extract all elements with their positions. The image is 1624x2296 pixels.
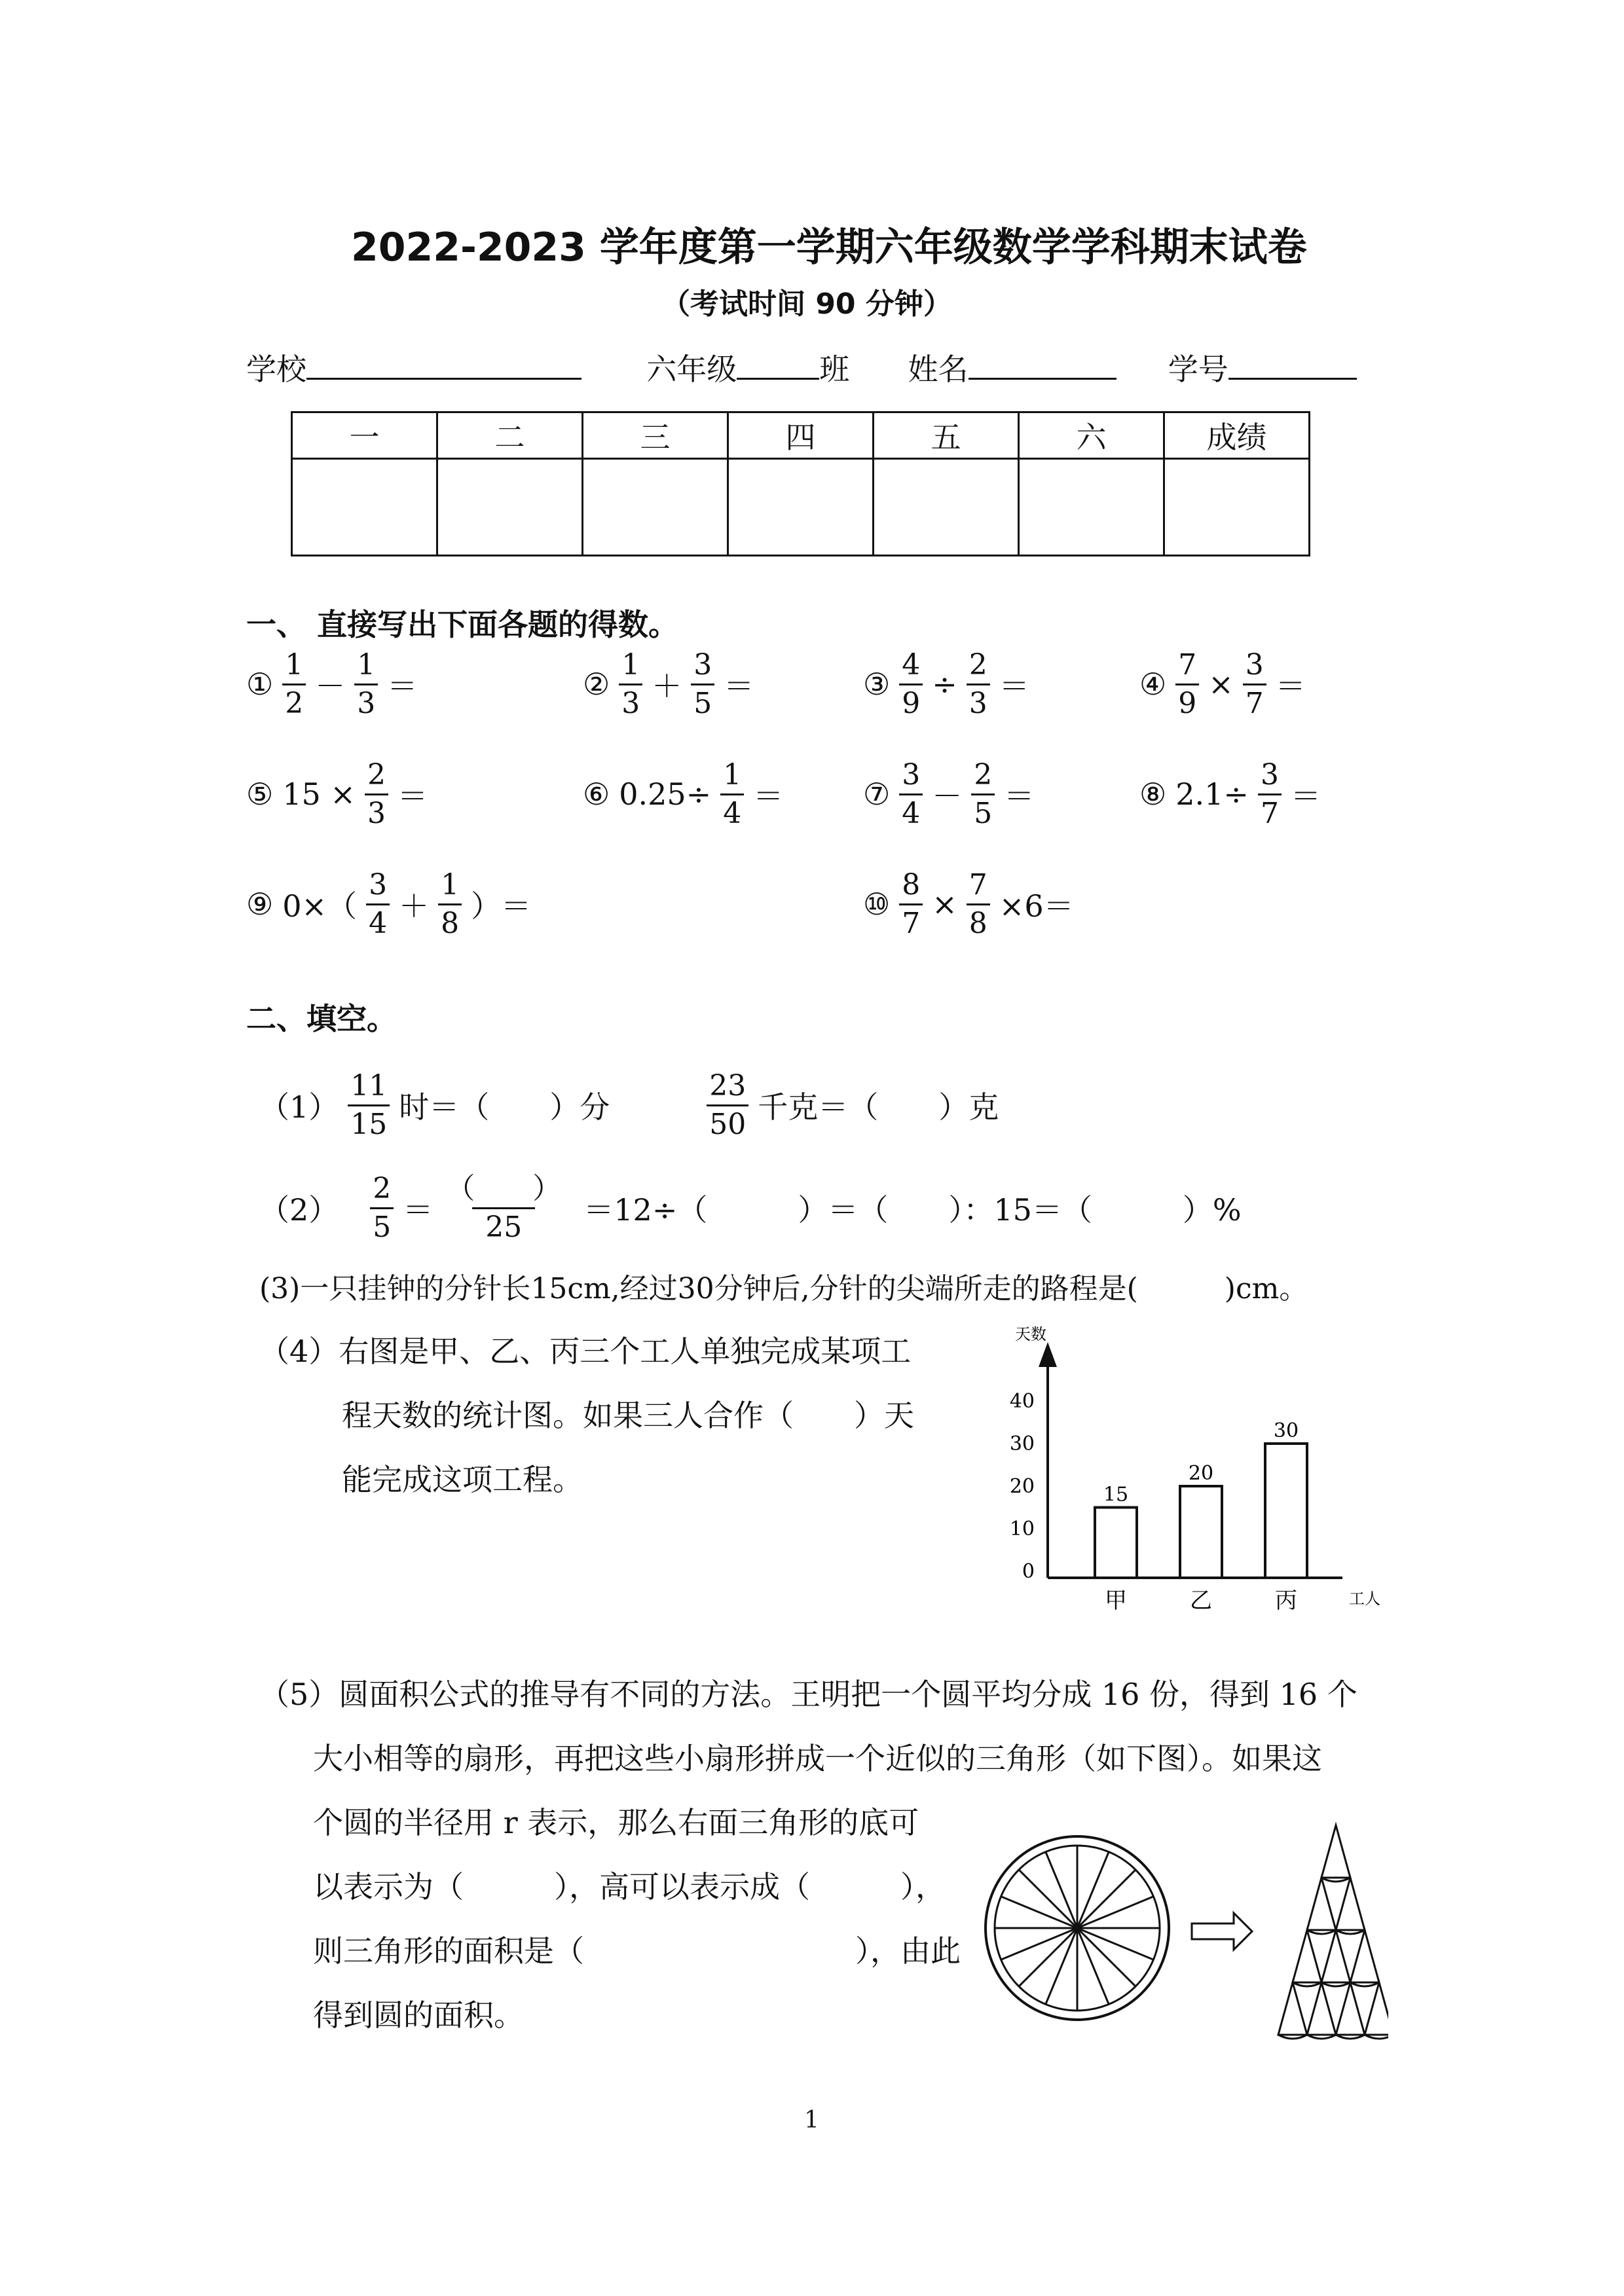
operator-text: ＝ [397, 778, 428, 814]
x-category-label: 丙 [1275, 1588, 1297, 1614]
problem-number: ⑤ [246, 776, 274, 812]
sector-piece [1321, 1930, 1350, 1982]
bar [1095, 1508, 1137, 1578]
score-table [291, 411, 1310, 556]
sector-piece [1307, 1982, 1336, 2035]
problem-number: ⑧ [1139, 776, 1167, 812]
sector-line [1077, 1928, 1135, 1986]
q1-fraction-2: $\frac{23}{50}$ [707, 1072, 748, 1139]
fraction: $\frac{1}{4}$ [720, 761, 744, 828]
q5-line2: 大小相等的扇形，再把这些小扇形拼成一个近似的三角形（如下图）。如果这 [313, 1741, 1322, 1776]
q5-line1: （5）圆面积公式的推导有不同的方法。王明把一个圆平均分成 16 份，得到 16 个 [259, 1677, 1357, 1712]
score-header: 六 [1019, 412, 1164, 459]
q4-line3: 能完成这项工程。 [342, 1462, 583, 1497]
sector-line [1019, 1928, 1077, 1986]
calc-problem [863, 862, 1074, 947]
q1 [259, 1059, 999, 1151]
q3: (3)一只挂钟的分针长15cm,经过30分钟后,分针的尖端所走的路程是( )cm。 [259, 1272, 1308, 1305]
bar-data-label: 15 [1103, 1483, 1129, 1506]
calc-problem [246, 642, 417, 727]
q5-line3: 个圆的半径用 r 表示，那么右面三角形的底可 [313, 1805, 919, 1840]
score-cell[interactable] [728, 459, 874, 556]
problem-number: ③ [863, 666, 891, 702]
calc-problem [1139, 642, 1306, 727]
name-field[interactable] [969, 350, 1116, 380]
operator-text: ）＝ [471, 888, 532, 924]
y-tick-label: 20 [1009, 1475, 1035, 1498]
exam-subtitle: （考试时间 90 分钟） [661, 287, 952, 321]
class-label: 班 [819, 352, 850, 387]
operator-text: ＝ [1275, 668, 1306, 704]
operator-text: － [932, 778, 963, 814]
problem-number: ⑨ [246, 886, 274, 922]
operator-text: ＝ [1004, 778, 1035, 814]
problem-number: ① [246, 666, 274, 702]
problem-number: ⑦ [863, 776, 891, 812]
fraction: $\frac{3}{4}$ [899, 761, 923, 828]
y-tick-label: 0 [1022, 1560, 1035, 1583]
q1-label: （1） [259, 1089, 339, 1125]
fraction: $\frac{1}{3}$ [619, 651, 642, 718]
fraction: $\frac{7}{9}$ [1175, 651, 1199, 718]
calc-problem [863, 752, 1034, 837]
sector-triangle [1278, 1825, 1388, 2039]
sector-piece [1336, 1982, 1365, 2035]
score-cell[interactable] [874, 459, 1019, 556]
score-header: 五 [874, 412, 1019, 459]
operator-text: 15 × [282, 776, 356, 812]
fraction: $\frac{3}{7}$ [1243, 651, 1266, 718]
problem-number: ④ [1139, 666, 1167, 702]
calc-problem [583, 752, 783, 837]
fraction: $\frac{2}{5}$ [971, 761, 995, 828]
score-cell[interactable] [583, 459, 728, 556]
student-info-line [246, 346, 1357, 389]
q1-fraction-1: $\frac{11}{15}$ [348, 1072, 390, 1139]
q2-fraction: $\frac{2}{5}$ [370, 1175, 394, 1242]
q1-text-2: 千克＝（ ）克 [758, 1089, 999, 1125]
y-axis-label: 天数 [1015, 1325, 1046, 1343]
circle-sectors-figure [982, 1820, 1388, 2056]
operator-text: ＋ [652, 668, 682, 704]
sector-piece [1278, 1982, 1307, 2035]
y-tick-label: 30 [1009, 1432, 1035, 1455]
number-field[interactable] [1228, 350, 1357, 380]
q5-line4: 以表示为（ ），高可以表示成（ ）， [313, 1869, 946, 1904]
score-header: 成绩 [1164, 412, 1310, 459]
score-cell[interactable] [292, 459, 437, 556]
problem-number: ② [583, 666, 610, 702]
calc-problem [583, 642, 754, 727]
number-label: 学号 [1168, 352, 1228, 387]
sector-piece [1336, 1878, 1365, 1930]
q4-line2: 程天数的统计图。如果三人合作（ ）天 [342, 1398, 914, 1433]
x-category-label: 甲 [1105, 1588, 1127, 1614]
operator-text: 2.1÷ [1175, 776, 1249, 812]
score-cell[interactable] [1164, 459, 1310, 556]
fraction: $\frac{8}{7}$ [899, 871, 923, 938]
fraction: $\frac{3}{7}$ [1258, 761, 1282, 828]
y-tick-label: 10 [1009, 1518, 1035, 1540]
operator-text: ×6＝ [999, 888, 1074, 924]
score-cell[interactable] [437, 459, 583, 556]
q5-line5: 则三角形的面积是（ ），由此 [313, 1933, 961, 1969]
sector-piece [1350, 1930, 1379, 1982]
q2-rest: ＝12÷（ ）＝（ ）：15＝（ ）% [583, 1192, 1242, 1228]
grade-label: 六年级 [646, 352, 737, 387]
operator-text: × [1208, 666, 1234, 702]
q2-label: （2） [259, 1192, 339, 1228]
fraction: $\frac{3}{5}$ [691, 651, 714, 718]
sector-line [1019, 1870, 1077, 1928]
problem-number: ⑥ [583, 776, 610, 812]
exam-title: 2022-2023 学年度第一学期六年级数学学科期末试卷 [351, 225, 1307, 270]
fraction: $\frac{2}{3}$ [967, 651, 990, 718]
q2-blank-fraction: $\frac{( )}{25}$ [446, 1171, 562, 1244]
fraction: $\frac{4}{9}$ [899, 651, 923, 718]
score-header: 四 [728, 412, 874, 459]
score-header: 三 [583, 412, 728, 459]
page-number: 1 [804, 2107, 819, 2134]
operator-text: － [315, 668, 346, 704]
operator-text: 0×（ [282, 888, 358, 924]
calc-problem [863, 642, 1029, 727]
q4-line1: （4）右图是甲、乙、丙三个工人单独完成某项工 [259, 1334, 912, 1369]
section1-heading: 一、 直接写出下面各题的得数。 [246, 607, 679, 642]
sector-piece [1365, 1982, 1388, 2035]
q1-text-1: 时＝（ ）分 [399, 1089, 610, 1125]
fraction: $\frac{3}{4}$ [366, 871, 390, 938]
operator-text: ＝ [999, 668, 1029, 704]
problem-number: ⑩ [863, 886, 891, 922]
operator-text: ＋ [399, 888, 430, 924]
arrow-icon [1192, 1913, 1252, 1950]
sector-circle [986, 1836, 1169, 2020]
class-field[interactable] [737, 350, 819, 380]
sector-piece [1307, 1878, 1336, 1930]
score-header: 一 [292, 412, 437, 459]
score-header: 二 [437, 412, 583, 459]
operator-text: ＝ [387, 668, 418, 704]
school-field[interactable] [306, 350, 581, 380]
operator-text: 0.25÷ [619, 776, 712, 812]
fraction: $\frac{7}{8}$ [967, 871, 990, 938]
bar [1180, 1486, 1222, 1578]
q2 [259, 1162, 1242, 1254]
fraction: $\frac{1}{2}$ [282, 651, 306, 718]
bar [1265, 1444, 1307, 1578]
q5-line6: 得到圆的面积。 [313, 1997, 524, 2033]
score-cell[interactable] [1019, 459, 1164, 556]
operator-text: ÷ [932, 666, 957, 702]
school-label: 学校 [246, 352, 306, 387]
operator-text: × [932, 886, 957, 922]
calc-problem [246, 752, 428, 837]
section2-heading: 二、填空。 [246, 1001, 397, 1036]
y-axis-arrow-icon [1039, 1342, 1057, 1367]
y-tick-label: 40 [1009, 1390, 1035, 1413]
q2-equals: ＝ [403, 1192, 434, 1228]
days-bar-chart [982, 1316, 1388, 1624]
fraction: $\frac{1}{3}$ [354, 651, 378, 718]
calc-problem [246, 862, 531, 947]
calc-problem [1139, 752, 1321, 837]
x-category-label: 乙 [1190, 1588, 1212, 1614]
x-axis-label: 工人 [1349, 1590, 1380, 1608]
operator-text: ＝ [1290, 778, 1321, 814]
bar-data-label: 30 [1273, 1419, 1299, 1442]
fraction: $\frac{2}{3}$ [365, 761, 388, 828]
sector-piece [1293, 1930, 1321, 1982]
name-label: 姓名 [908, 352, 969, 387]
operator-text: ＝ [724, 668, 754, 704]
bar-data-label: 20 [1188, 1462, 1214, 1485]
operator-text: ＝ [753, 778, 784, 814]
fraction: $\frac{1}{8}$ [438, 871, 462, 938]
sector-piece [1321, 1825, 1350, 1878]
sector-line [1077, 1870, 1135, 1928]
